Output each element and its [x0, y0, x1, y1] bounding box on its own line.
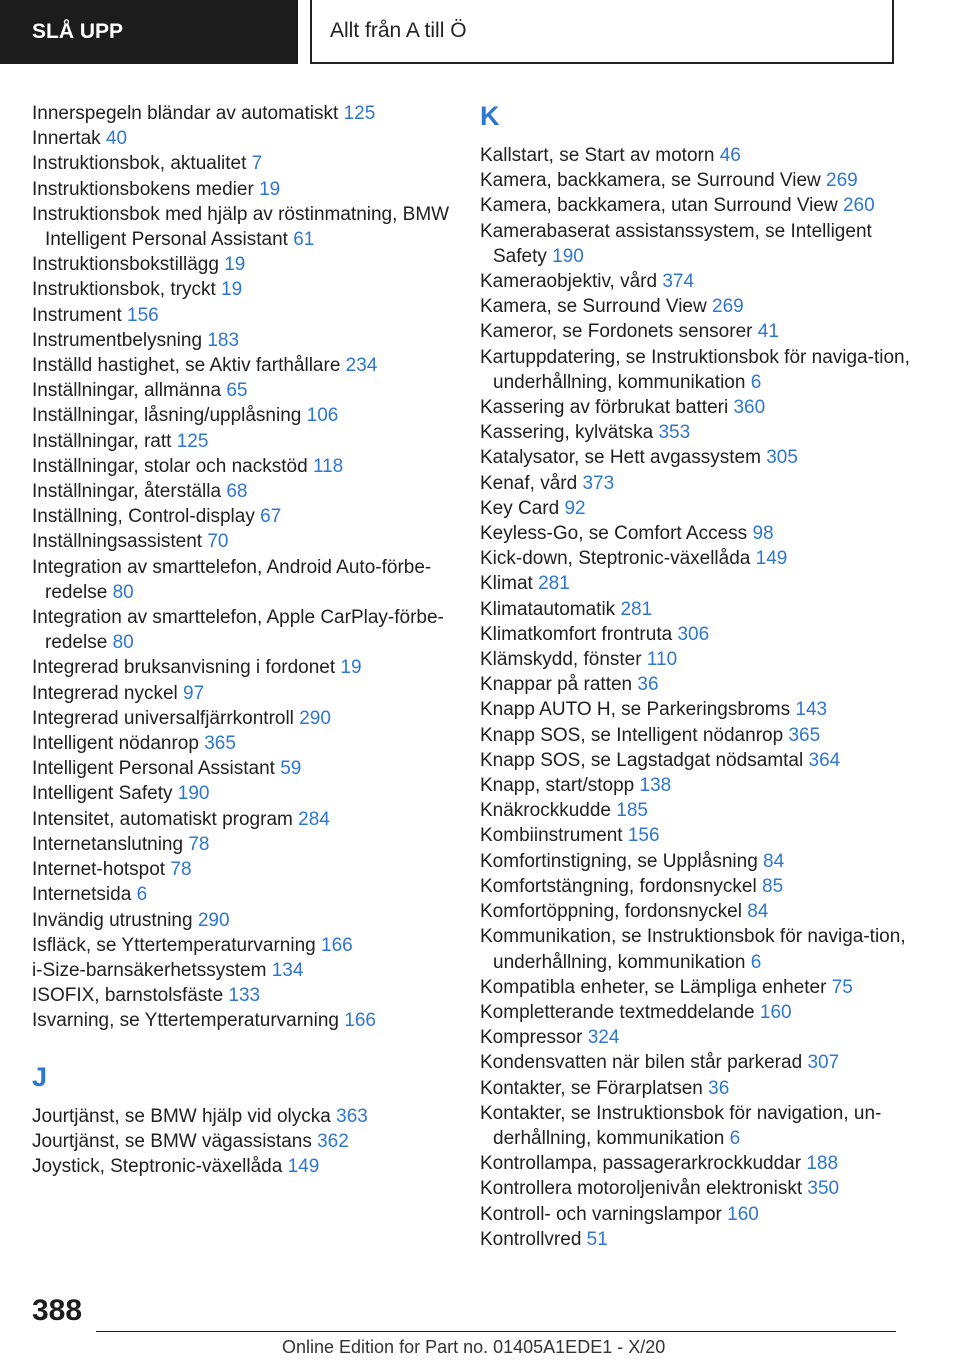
entry-text: Katalysator, se Hett avgassystem — [480, 447, 761, 469]
entry-text: Kontakter, se Förarplatsen — [480, 1077, 703, 1099]
entry-text: Kick-down, Steptronic-växellåda — [480, 548, 751, 570]
entry-text: Inställningar, allmänna — [32, 380, 222, 402]
entry-text: Kamerabaserat assistanssystem, se Intelligent Safety — [480, 220, 872, 267]
index-entry — [32, 983, 452, 1008]
entry-text: Instruktionsbok, aktualitet — [32, 153, 247, 175]
entry-text: Inställningar, låsning/upplåsning — [32, 405, 302, 427]
page-link[interactable]: 373 — [582, 472, 615, 494]
index-entry — [32, 151, 452, 176]
page-link[interactable]: 118 — [312, 455, 344, 477]
page-link[interactable]: 143 — [795, 699, 828, 721]
page-link[interactable]: 149 — [755, 548, 788, 570]
index-entry — [32, 101, 452, 126]
page-link[interactable]: 125 — [343, 103, 376, 124]
page-link[interactable]: 110 — [646, 649, 678, 671]
index-entry — [480, 496, 910, 521]
index-entry — [480, 975, 910, 1000]
entry-text: Key Card — [480, 497, 560, 519]
index-entry — [480, 395, 910, 420]
entry-text: Kallstart, se Start av motorn — [480, 145, 715, 166]
entry-text: Instruktionsbokens medier — [32, 178, 254, 200]
page-link[interactable]: 6 — [750, 951, 762, 973]
page-link[interactable]: 281 — [620, 598, 653, 620]
entry-text: Intelligent nödanrop — [32, 733, 199, 755]
page-link[interactable]: 97 — [183, 682, 205, 704]
entry-text: Kamera, backkamera, utan Surround View — [480, 195, 838, 217]
entry-text: Integrerad universalfjärrkontroll — [32, 707, 294, 729]
entry-text: Intensitet, automatiskt program — [32, 808, 293, 830]
page-link[interactable]: 190 — [552, 245, 584, 267]
page-link[interactable]: 307 — [807, 1052, 840, 1074]
index-entry — [480, 1101, 910, 1151]
footer-edition: Online Edition for Part no. 01405A1EDE1 - X/20 — [282, 1337, 666, 1357]
entry-text: Klimatautomatik — [480, 598, 616, 620]
index-entry — [32, 403, 452, 428]
entry-text: Intelligent Personal Assistant — [32, 758, 275, 780]
page-link[interactable]: 85 — [762, 875, 784, 897]
index-entry — [480, 420, 910, 445]
entry-text: Isvarning, se Yttertemperaturvarning — [32, 1010, 339, 1032]
index-entry — [480, 319, 910, 344]
index-entry — [480, 823, 910, 848]
entry-text: Jourtjänst, se BMW vägassistans — [32, 1130, 312, 1152]
page-link[interactable]: 6 — [750, 371, 762, 393]
index-entry — [32, 832, 452, 857]
page-link[interactable]: 65 — [226, 380, 248, 402]
index-entry — [32, 756, 452, 781]
page-link[interactable]: 46 — [719, 145, 741, 166]
index-left-column — [32, 101, 452, 1179]
entry-text: i-Size-barnsäkerhetssystem — [32, 959, 267, 981]
page-link[interactable]: 125 — [176, 430, 209, 452]
index-entry — [32, 681, 452, 706]
section-tab[interactable]: SLÅ UPP — [0, 0, 298, 64]
footer-divider — [96, 1331, 896, 1332]
index-entry — [32, 504, 452, 529]
page-link[interactable]: 234 — [345, 355, 378, 377]
page-link[interactable]: 84 — [747, 901, 769, 923]
entry-text: Komfortöppning, fordonsnyckel — [480, 901, 742, 923]
index-entry — [32, 655, 452, 680]
index-entry — [480, 345, 910, 395]
page-link[interactable]: 284 — [298, 808, 330, 830]
index-right-column — [480, 101, 910, 1252]
index-entry — [480, 571, 910, 596]
entry-text: Kondensvatten när bilen står parkerad — [480, 1052, 803, 1074]
index-entry — [32, 277, 452, 302]
entry-text: Komfortstängning, fordonsnyckel — [480, 875, 757, 897]
index-entry — [480, 193, 910, 218]
page-link[interactable]: 305 — [766, 447, 798, 469]
page-link[interactable]: 360 — [733, 397, 766, 419]
entry-text: Inställningar, ratt — [32, 430, 172, 452]
page-link[interactable]: 80 — [112, 632, 134, 654]
entry-text: Keyless-Go, se Comfort Access — [480, 523, 748, 545]
index-entry — [480, 1176, 910, 1201]
index-entry — [480, 899, 910, 924]
entry-text: Integrerad bruksanvisning i fordonet — [32, 657, 336, 679]
index-entry — [32, 857, 452, 882]
index-entry — [480, 748, 910, 773]
page-link[interactable]: 156 — [627, 825, 660, 847]
index-entry — [32, 353, 452, 378]
index-entry — [480, 168, 910, 193]
entry-text: ISOFIX, barnstolsfäste — [32, 985, 224, 1007]
index-entry — [32, 429, 452, 454]
index-entry — [32, 378, 452, 403]
entry-text: Knapp SOS, se Intelligent nödanrop — [480, 724, 784, 746]
page-link[interactable]: 166 — [321, 934, 353, 956]
entry-text: Knapp, start/stopp — [480, 775, 635, 797]
page-link[interactable]: 183 — [207, 329, 240, 351]
entry-text: Kameror, se Fordonets sensorer — [480, 321, 753, 343]
page-link[interactable]: 59 — [280, 758, 302, 780]
entry-text: Inställd hastighet, se Aktiv farthållare — [32, 355, 341, 377]
entry-text: Innertak — [32, 128, 101, 150]
index-entry — [480, 1025, 910, 1050]
index-entry — [32, 303, 452, 328]
entry-text: Kenaf, vård — [480, 472, 578, 494]
page-link[interactable]: 185 — [616, 800, 648, 822]
page-header — [0, 0, 960, 66]
page-link[interactable]: 41 — [757, 321, 779, 343]
index-entry — [480, 1151, 910, 1176]
entry-text: Inställningsassistent — [32, 531, 203, 553]
index-entry — [480, 219, 910, 269]
index-entry — [480, 269, 910, 294]
index-entry — [480, 723, 910, 748]
entry-text: Komfortinstigning, se Upplåsning — [480, 850, 758, 872]
index-entry — [480, 697, 910, 722]
page-link[interactable]: 70 — [207, 531, 229, 553]
entry-text: Klimat — [480, 573, 533, 595]
index-entry — [32, 126, 452, 151]
index-entry — [480, 1227, 910, 1252]
entry-text: Kamera, backkamera, se Surround View — [480, 170, 821, 192]
index-entry — [32, 706, 452, 731]
index-entry — [480, 849, 910, 874]
section-j-entries — [32, 1104, 452, 1180]
index-entry — [480, 294, 910, 319]
index-entry — [32, 454, 452, 479]
page-link[interactable]: 106 — [306, 405, 339, 427]
entry-text: Klämskydd, fönster — [480, 649, 642, 671]
index-entry — [480, 924, 910, 974]
index-entry — [480, 647, 910, 672]
page-link[interactable]: 353 — [658, 422, 691, 444]
index-entry — [32, 807, 452, 832]
entry-text: Invändig utrustning — [32, 909, 193, 931]
index-entry — [32, 529, 452, 554]
entry-text: Kombiinstrument — [480, 825, 623, 847]
index-entry — [32, 555, 452, 605]
index-entry — [32, 1129, 452, 1154]
page-link[interactable]: 269 — [712, 296, 744, 318]
page-link[interactable]: 260 — [842, 195, 875, 217]
entry-text: Knapp AUTO H, se Parkeringsbroms — [480, 699, 791, 721]
entry-text: Integration av smarttelefon, Apple CarPlay-förbe-redelse — [32, 607, 444, 654]
index-entry — [480, 521, 910, 546]
entry-text: Instrumentbelysning — [32, 329, 203, 351]
page-link[interactable]: 362 — [317, 1130, 349, 1152]
entry-text: Kompressor — [480, 1027, 583, 1049]
entry-text: Kontakter, se Instruktionsbok för navigation, un-derhållning, kommunikation — [480, 1102, 882, 1149]
page-link[interactable]: 19 — [224, 254, 246, 276]
index-entry — [32, 479, 452, 504]
index-entry — [32, 908, 452, 933]
entry-text: Inställningar, stolar och nackstöd — [32, 455, 308, 477]
index-entry — [32, 328, 452, 353]
index-entry — [32, 933, 452, 958]
entry-text: Inställning, Control-display — [32, 506, 255, 528]
page-link[interactable]: 363 — [336, 1105, 368, 1127]
entry-text: Instruktionsbok, tryckt — [32, 279, 216, 301]
page-link[interactable]: 80 — [112, 581, 134, 603]
page-link[interactable]: 188 — [806, 1153, 839, 1175]
index-entry — [32, 958, 452, 983]
page-link[interactable]: 156 — [127, 304, 159, 326]
index-entry — [480, 445, 910, 470]
entry-text: Isfläck, se Yttertemperaturvarning — [32, 934, 316, 956]
index-entry — [480, 143, 910, 168]
entry-text: Kamera, se Surround View — [480, 296, 707, 318]
entry-text: Kassering, kylvätska — [480, 422, 654, 444]
page-link[interactable]: 40 — [105, 128, 128, 150]
entry-text: Kameraobjektiv, vård — [480, 271, 658, 293]
entry-text: Knapp SOS, se Lagstadgat nödsamtal — [480, 749, 804, 771]
page-link[interactable]: 138 — [639, 775, 672, 797]
page-link[interactable]: 134 — [271, 959, 304, 981]
entry-text: Instruktionsbokstillägg — [32, 254, 219, 276]
page-link[interactable]: 269 — [826, 170, 858, 192]
index-entry — [480, 798, 910, 823]
page-link[interactable]: 78 — [188, 833, 210, 855]
entry-text: Kontroll- och varningslampor — [480, 1203, 722, 1225]
index-entry — [32, 252, 452, 277]
page-link[interactable]: 78 — [170, 859, 192, 881]
chapter-title: Allt från A till Ö — [310, 0, 894, 64]
entry-text: Knäkrockkudde — [480, 800, 611, 822]
entry-text: Jourtjänst, se BMW hjälp vid olycka — [32, 1105, 331, 1127]
page-link[interactable]: 98 — [752, 523, 774, 545]
index-entry — [32, 177, 452, 202]
entry-text: Integration av smarttelefon, Android Auto-förbe-redelse — [32, 556, 432, 603]
page-link[interactable]: 190 — [177, 783, 210, 805]
entry-text: Kompletterande textmeddelande — [480, 1001, 755, 1023]
index-entry — [480, 1000, 910, 1025]
entry-text: Internet-hotspot — [32, 859, 166, 881]
entry-text: Inställningar, återställa — [32, 481, 222, 503]
entry-text: Knappar på ratten — [480, 674, 633, 696]
page-link[interactable]: 290 — [299, 707, 331, 729]
page-link[interactable]: 19 — [259, 178, 281, 200]
index-entry — [32, 1154, 452, 1179]
entry-text: Klimatkomfort frontruta — [480, 623, 673, 645]
entry-text: Innerspegeln bländar av automatiskt — [32, 103, 339, 124]
page-link[interactable]: 84 — [763, 850, 785, 872]
page-link[interactable]: 365 — [788, 724, 821, 746]
page-link[interactable]: 350 — [807, 1178, 840, 1200]
index-entry — [32, 202, 452, 252]
index-entry — [32, 1008, 452, 1033]
page-link[interactable]: 374 — [662, 271, 695, 293]
page-link[interactable]: 365 — [204, 733, 236, 755]
index-entry — [480, 773, 910, 798]
page-link[interactable]: 51 — [586, 1228, 608, 1250]
index-entry — [480, 622, 910, 647]
page-link[interactable]: 324 — [587, 1027, 620, 1049]
page-link[interactable]: 160 — [759, 1001, 792, 1023]
section-letter-j: J — [32, 1061, 48, 1092]
entry-text: Kontrollvred — [480, 1228, 582, 1250]
page-link[interactable]: 92 — [564, 497, 586, 519]
page-link[interactable]: 281 — [538, 573, 570, 595]
entry-text: Instruktionsbok med hjälp av röstinmatning, BMW Intelligent Personal Assistant — [32, 203, 450, 251]
entry-text: Kontrollampa, passagerarkrockkuddar — [480, 1153, 802, 1175]
entry-text: Instrument — [32, 304, 122, 326]
index-entry — [32, 731, 452, 756]
index-entry — [480, 471, 910, 496]
entry-text: Kontrollera motoroljenivån elektroniskt — [480, 1178, 803, 1200]
entry-text: Joystick, Steptronic-växellåda — [32, 1155, 283, 1177]
entry-text: Kassering av förbrukat batteri — [480, 397, 729, 419]
page-link[interactable]: 7 — [251, 153, 263, 175]
section-letter-k: K — [480, 101, 500, 131]
page-link[interactable]: 166 — [344, 1010, 376, 1032]
page-number: 388 — [32, 1294, 83, 1327]
page-link[interactable]: 61 — [293, 229, 315, 251]
entry-text: Intelligent Safety — [32, 783, 173, 805]
index-entry — [32, 882, 452, 907]
index-entry — [480, 597, 910, 622]
entry-text: Internetsida — [32, 884, 132, 906]
page-link[interactable]: 67 — [260, 506, 282, 528]
index-entry — [480, 1202, 910, 1227]
page-link[interactable]: 75 — [831, 976, 853, 998]
page-link[interactable]: 36 — [637, 674, 659, 696]
entry-text: Internetanslutning — [32, 833, 184, 855]
page-link[interactable]: 133 — [228, 985, 261, 1007]
page-link[interactable]: 36 — [708, 1077, 730, 1099]
index-entry — [32, 1104, 452, 1129]
page-link[interactable]: 19 — [340, 657, 362, 679]
index-entry — [480, 546, 910, 571]
entry-text: Kompatibla enheter, se Lämpliga enheter — [480, 976, 827, 998]
entry-text: Kommunikation, se Instruktionsbok för naviga-tion, underhållning, kommunikation — [480, 926, 906, 973]
page-link[interactable]: 364 — [808, 749, 841, 771]
page-link[interactable]: 19 — [221, 279, 243, 301]
index-entry — [480, 1076, 910, 1101]
index-entry — [32, 781, 452, 806]
entry-text: Kartuppdatering, se Instruktionsbok för naviga-tion, underhållning, kommunikation — [480, 346, 910, 393]
page-link[interactable]: 160 — [727, 1203, 759, 1225]
index-entry — [480, 1050, 910, 1075]
page-link[interactable]: 290 — [197, 909, 230, 931]
entry-text: Integrerad nyckel — [32, 682, 178, 704]
page-link[interactable]: 68 — [226, 481, 248, 503]
page-link[interactable]: 6 — [729, 1127, 741, 1149]
index-entry — [480, 874, 910, 899]
section-k-entries — [480, 143, 910, 1252]
page-link[interactable]: 149 — [287, 1155, 320, 1177]
index-entry — [480, 672, 910, 697]
index-entry — [32, 605, 452, 655]
page-link[interactable]: 6 — [136, 884, 148, 906]
page-link[interactable]: 306 — [677, 623, 710, 645]
